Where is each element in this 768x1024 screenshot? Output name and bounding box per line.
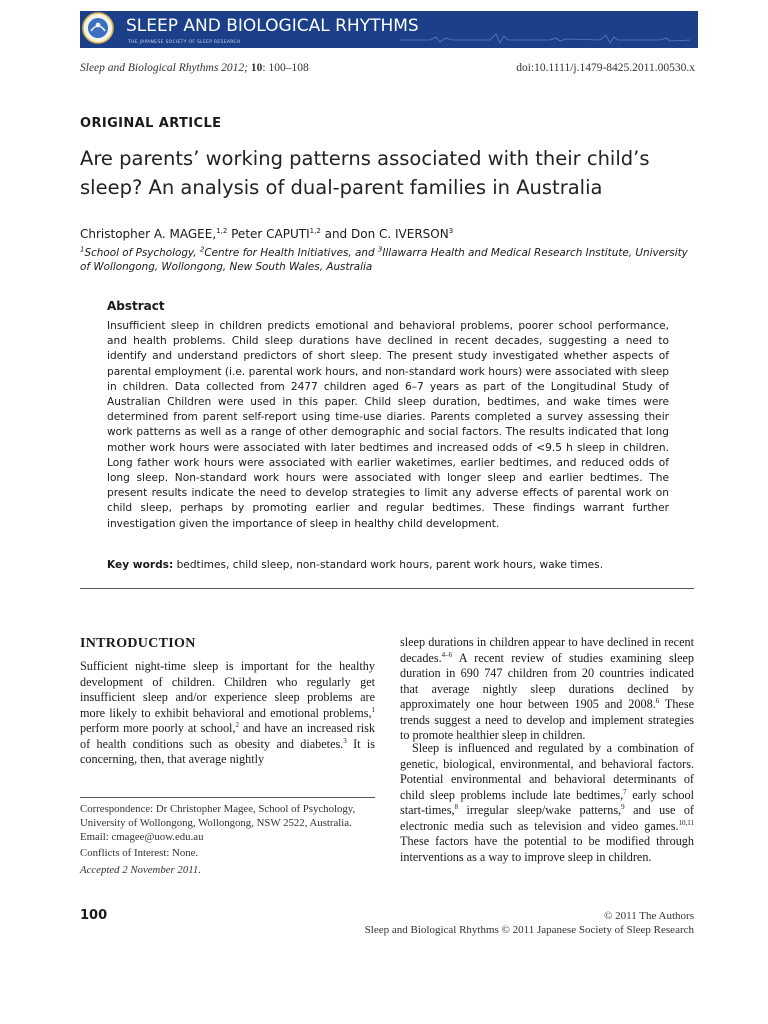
conflicts-note: Conflicts of Interest: None. — [80, 847, 199, 859]
reference-marker[interactable]: 3 — [343, 736, 347, 745]
reference-marker[interactable]: 10,11 — [678, 818, 694, 827]
affil-marker: 1,2 — [309, 227, 321, 235]
journal-name: SLEEP AND BIOLOGICAL RHYTHMS — [126, 16, 419, 36]
citation-journal — [80, 62, 309, 74]
society-name: THE JAPANESE SOCIETY OF SLEEP RESEARCH — [128, 40, 241, 45]
affiliations — [80, 246, 700, 274]
article-title: Are parents’ working patterns associated with their child’s sleep? An analysis of dual-parent families in Australia — [80, 147, 650, 199]
keywords-list: bedtimes, child sleep, non-standard work hours, parent work hours, wake times. — [173, 559, 604, 571]
text: and use of electronic media such as television and video games. — [400, 803, 694, 833]
footnote-divider — [80, 797, 375, 798]
text: perform more poorly at school, — [80, 721, 236, 735]
citation-pages: : 100–108 — [262, 62, 309, 74]
intro-paragraph-left — [80, 659, 375, 768]
section-divider — [80, 588, 694, 589]
text: Sleep is influenced and regulated by a combination of genetic, biological, environmental, and behavioral factors. Potential environmental and behavioral determinants of child sleep problems include late bedtimes, — [400, 741, 694, 802]
affil-marker: 1,2 — [216, 227, 228, 235]
page-number: 100 — [80, 908, 108, 923]
intro-paragraph-right-1 — [400, 635, 694, 744]
intro-paragraph-right-2 — [400, 741, 694, 865]
reference-marker[interactable]: 4–6 — [441, 650, 453, 659]
text: Sufficient night-time sleep is important for the healthy development of children. Children who regularly get insufficient sleep and/or experience sleep problems are more likely to exhibit behavioral and emotional problems, — [80, 659, 375, 720]
reference-marker[interactable]: 9 — [621, 802, 625, 811]
affil-text: School of Psychology, — [84, 247, 200, 259]
author-iverson: and Don C. IVERSON — [320, 227, 449, 241]
society-seal-icon — [82, 11, 114, 45]
reference-marker[interactable]: 8 — [454, 802, 458, 811]
reference-marker[interactable]: 2 — [235, 720, 239, 729]
affil-text: Centre for Health Initiatives, and — [204, 247, 378, 259]
text: These factors have the potential to be modified through interventions as a way to improve sleep in children. — [400, 834, 694, 864]
reference-marker[interactable]: 1 — [371, 705, 375, 714]
copyright-authors: © 2011 The Authors — [604, 910, 694, 922]
keywords-label: Key words: — [107, 559, 174, 571]
text: and have an increased risk of health conditions such as obesity and diabetes. — [80, 721, 376, 751]
author-list — [80, 227, 453, 241]
text: It is concerning, then, that average nightly — [80, 736, 376, 766]
keywords — [107, 559, 669, 571]
affil-marker: 2 — [199, 245, 205, 254]
sleep-wave-graphic — [400, 28, 690, 46]
citation-volume: 10 — [250, 62, 263, 74]
author-caputi: Peter CAPUTI — [227, 227, 310, 241]
affil-marker: 1 — [80, 245, 85, 254]
abstract-body: Insufficient sleep in children predicts emotional and behavioral problems, poorer school performance, and health problems. Child sleep durations have declined in recent decades, suggesting a need to identify and understand predictors of short sleep. The present study investigated whether aspects of parental employment (i.e. parental work hours, and non-standard work hours) were associated with sleep in children. Data collected from 2477 children aged 6–7 years as part of the Longitudinal Study of Australian Children were used in this paper. Child sleep duration, bedtimes, and wake times were determined from parent self-report using time-use diaries. Parents completed a survey assessing their work patterns as well as a range of other demographic and social factors. The results indicated that long mother work hours were associated with later bedtimes and increased odds of <9.5 h sleep in children. Long father work hours were associated with earlier waketimes, earlier bedtimes, and reduced odds of long sleep. Non-standard work hours were associated with longer sleep and earlier bedtimes. The present results indicate the need to develop strategies to limit any adverse effects of parental work on child sleep, perhaps by promoting earlier and regular bedtimes. These findings warrant further investigation given the importance of sleep in healthy child development. — [107, 320, 669, 530]
text: early school start-times, — [400, 787, 695, 817]
reference-marker[interactable]: 7 — [623, 787, 627, 796]
affil-text: Illawarra Health and Medical Research Institute, University of Wollongong, Wollongong, New South Wales, Australia — [80, 247, 688, 273]
author-magee: Christopher A. MAGEE, — [80, 227, 217, 241]
affil-marker: 3 — [448, 227, 454, 235]
correspondence-note: Correspondence: Dr Christopher Magee, School of Psychology, University of Wollongong, Wollongong, NSW 2522, Australia. Email: cmagee@uow.edu.au — [80, 803, 356, 844]
section-heading-introduction: INTRODUCTION — [80, 636, 196, 651]
article-type-label: ORIGINAL ARTICLE — [80, 116, 222, 131]
citation-prefix: Sleep and Biological Rhythms 2012; — [80, 62, 251, 74]
abstract-heading: Abstract — [107, 299, 165, 313]
accepted-date: Accepted 2 November 2011. — [80, 864, 201, 876]
reference-marker[interactable]: 6 — [655, 696, 660, 705]
text: These trends suggest a need to develop and implement strategies to promote healthier sleep in children. — [400, 697, 694, 742]
doi[interactable]: doi:10.1111/j.1479-8425.2011.00530.x — [516, 62, 695, 74]
text: sleep durations in children appear to have declined in recent decades. — [400, 635, 694, 665]
text: irregular sleep/wake patterns, — [458, 803, 622, 817]
affil-marker: 3 — [377, 245, 383, 254]
copyright-journal: Sleep and Biological Rhythms © 2011 Japanese Society of Sleep Research — [364, 924, 694, 936]
text: A recent review of studies examining sleep duration in 690 747 children from 20 countries indicated that average nightly sleep durations declined by approximately one hour between 1905 and 2008. — [400, 650, 694, 711]
